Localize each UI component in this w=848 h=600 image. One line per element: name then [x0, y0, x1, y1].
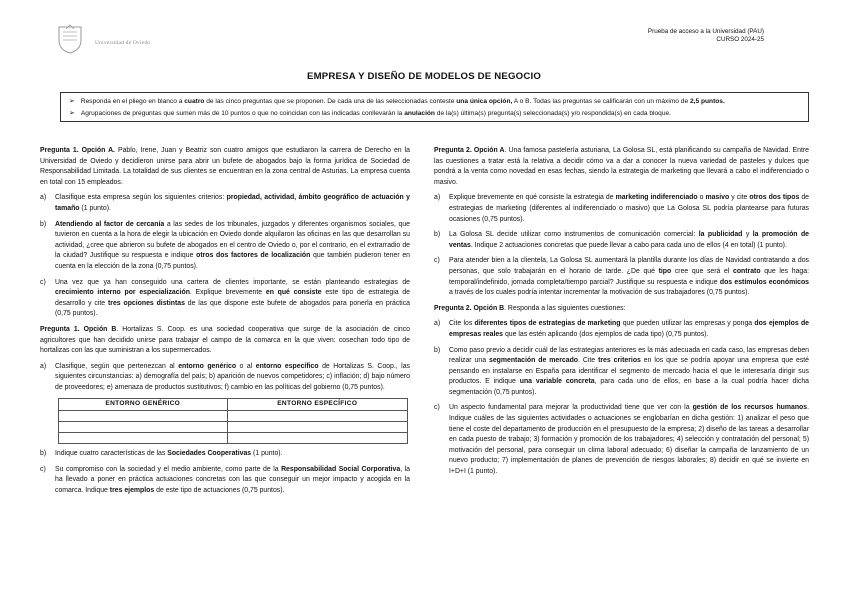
item-label: a) [434, 320, 441, 328]
text-bold: Atendiendo al factor de cercanía [55, 220, 165, 228]
question-1b-item-a [40, 362, 410, 394]
table-row [59, 411, 408, 422]
question-2b-item-b [434, 346, 809, 399]
text: y cite [729, 194, 750, 202]
text: de las que dispone este bufete de abogados para ponerla en práctica (0,75 puntos). [55, 299, 410, 318]
text-bold: segmentación de mercado [489, 357, 578, 365]
text: Como paso previo a decidir cuál de las estrategias anteriores es la más adecuada en cada caso, las empresas deben realizar una [449, 346, 809, 365]
text: , para cada uno de ellos, en base a la cual podría hacer dicha segmentación (0,75 puntos). [449, 378, 809, 396]
text-bold: propiedad, actividad, ámbito geográfico de actuación y tamaño [55, 194, 411, 212]
text-bold: 2,5 puntos. [689, 98, 725, 105]
text: de estrategias de marketing (diferentes al indiferenciado o masivo) que La Golosa SL podría plantearse para futuras ocasiones (0,75 puntos). [449, 194, 809, 223]
text-bold: contrato [733, 267, 761, 275]
text-bold: una única opción, [456, 98, 513, 105]
item-label: b) [40, 450, 47, 458]
question-heading: Pregunta 2. Opción B [434, 304, 505, 312]
text: . Indique 2 actuaciones concretas que puede llevar a cabo para cada uno de ellos (4 en total) (1 punto). [470, 241, 787, 249]
item-label: c) [434, 257, 440, 265]
table-header-row [59, 399, 408, 411]
table-cell [227, 433, 408, 444]
question-2b-intro [434, 304, 809, 315]
text: de este tipo de actuaciones (0,75 puntos). [154, 486, 285, 494]
text: este tipo de estrategia de desarrollo y cite [55, 289, 411, 307]
text-bold: una variable concreta [519, 378, 595, 386]
question-heading: Pregunta 1. Opción B [40, 325, 117, 333]
text: . Indique cuáles de las siguientes actividades o actuaciones se englobarían en dicha gestión: 1) analizar el peso que tiene el coste del departamento de producción en el presupuesto de la empresa; 2) diseño de las tareas a desarrollar en cada puesto de trabajo; 3) formación y promoción de los trabajadores; 4) selección y contratación del personal; 5) motivación del personal, para conseguir un clima laboral adecuado; 6) diseñar la campaña de lanzamiento de un nuevo producto; 7) implementación de planes de prevención de riesgos laborales; 8) decidir en qué se invierte en I+D+I (1 punto). [449, 404, 809, 476]
item-label: a) [40, 194, 47, 202]
text: . Explique brevemente [189, 289, 266, 297]
text-bold: cuatro [184, 98, 205, 105]
text-bold: Sociedades Cooperativas [167, 450, 252, 458]
university-logo [55, 24, 175, 56]
logo-text: Universidad de Oviedo [95, 40, 151, 46]
text: cree que será el [671, 267, 733, 275]
item-label: c) [40, 465, 46, 473]
environment-table [58, 398, 408, 444]
table-row [59, 422, 408, 433]
text: de la(s) última(s) pregunta(s) seleccionada(s) y/o respondida(s) en cada bloque. [434, 110, 671, 117]
text-bold: masivo [705, 194, 730, 202]
question-2a-item-b [434, 230, 809, 251]
text: Su compromiso con la sociedad y el medio ambiente, como parte de la [55, 465, 282, 473]
text: La Golosa SL decide utilizar como instrumentos de comunicación comercial: [449, 231, 699, 239]
question-heading: Pregunta 1. Opción A. [40, 147, 115, 154]
table-header-generic: ENTORNO GENÉRICO [59, 399, 228, 411]
left-column [40, 146, 410, 501]
text-bold: la publicidad [698, 231, 743, 239]
item-label: a) [40, 362, 47, 370]
text: . Una famosa pastelería asturiana, La Golosa SL, está planificando su campaña de Navidad. Entre las cuestiones a tratar está la relativa a decidir cómo va a dar a conocer la nueva variedad de pasteles y dulces que pondrá a la venta como novedad en esas fechas, siendo la estrategia de marketing que llevará a cabo el indiferenciado o masivo. [434, 147, 810, 186]
text: , la ha llevado a poner en práctica actuaciones concretas con las que conseguir un mejor impacto y acogida en la comarca. Indique [55, 465, 410, 494]
text: . Cite [578, 357, 599, 365]
question-2a-intro [434, 146, 809, 188]
text: . Hortalizas S. Coop. es una sociedad cooperativa que surge de la asociación de cinco agricultores que han decidido unirse para trabajar el campo de la comarca en la que viven: cosechan todo tipo de hortalizas con las que suministran a los supermercados. [40, 325, 410, 355]
text: Clasifique, según que pertenezcan al [55, 362, 179, 370]
text-bold: la promoción de ventas [449, 231, 809, 249]
item-label: c) [434, 404, 440, 412]
text-bold: tipo [658, 267, 672, 275]
text: Explique brevemente en qué consiste la estrategia de [449, 194, 616, 202]
table-row [59, 433, 408, 444]
text-bold: otros dos factores de localización [196, 252, 311, 260]
university-seal-icon [55, 24, 85, 54]
arrow-bullet-icon: ➢ [69, 98, 75, 105]
text: o al [236, 362, 256, 370]
text: . Responda a las siguientes cuestiones: [504, 304, 626, 312]
text-bold: tres opciones distintas [108, 299, 185, 307]
text: Clasifique esta empresa según los siguientes criterios: [55, 194, 227, 202]
text: (1 punto). [79, 204, 111, 212]
right-column [434, 146, 809, 483]
question-2a-item-c [434, 256, 809, 298]
text-bold: en qué consiste [265, 289, 322, 297]
text: (1 punto). [251, 450, 283, 458]
text-bold: entorno específico [255, 362, 319, 370]
text-bold: entorno genérico [178, 362, 237, 370]
text: Agrupaciones de preguntas que sumen más de 10 puntos o que no coincidan con las indicadas conllevarán la [80, 110, 405, 117]
text: A o B. Todas las preguntas se calificarán con un máximo de [512, 98, 690, 105]
text-bold: marketing indiferenciado [615, 194, 698, 202]
exam-header [648, 28, 764, 44]
text-bold: dos estímulos económicos [719, 278, 810, 286]
item-label: c) [40, 278, 46, 286]
question-1b-item-c [40, 465, 410, 497]
text: Responda en el pliego en blanco a [80, 98, 185, 105]
text: a las sedes de los tribunales, juzgados y diferentes organismos sociales, que tuvieron en cuenta a la hora de elegir la ubicación en Oviedo donde alquilaron las oficinas en las que desarrollan su actividad, ¿cree que abrieron su bufete de abogados en el centro de Oviedo o, por el contrario, en el extrarradio de la ciudad? Justifique su respuesta e indique [55, 220, 410, 260]
question-2b-item-c [434, 403, 809, 477]
table-cell [59, 433, 228, 444]
table-cell [227, 411, 408, 422]
text-bold: gestión de los recursos humanos [692, 404, 808, 412]
text: a través de los cuales podría intentar incrementar la motivación de sus trabajadores (0,75 puntos). [449, 289, 750, 297]
question-heading: Pregunta 2. Opción A [434, 147, 505, 154]
table-cell [59, 411, 228, 422]
text: o [697, 194, 706, 202]
question-1a-item-b [40, 220, 410, 273]
text-bold: tres criterios [598, 357, 641, 365]
text: y [742, 231, 753, 239]
text-bold: tres ejemplos [109, 486, 155, 494]
text-bold: dos ejemplos de empresas reales [449, 320, 809, 338]
table-cell [59, 422, 228, 433]
text: de las cinco preguntas que se proponen. De cada una de las seleccionadas conteste [204, 98, 457, 105]
text: de Hortalizas S. Coop., las siguientes circunstancias: a) demografía del país; b) aparición de nuevos competidores; c) inflación; d) bajo número de proveedores; e) amenaza de productos sustitutivos; f) cambio en las políticas del gobierno (0,75 puntos). [55, 362, 410, 391]
page-title: EMPRESA Y DISEÑO DE MODELOS DE NEGOCIO [307, 71, 541, 82]
item-label: a) [434, 194, 441, 202]
text: Una vez que ya han conseguido una cartera de clientes importante, se están planteando estrategias de [55, 278, 410, 286]
item-label: b) [434, 346, 441, 354]
text-bold: diferentes tipos de estrategias de marketing [474, 320, 621, 328]
text: Cite los [449, 320, 475, 328]
arrow-bullet-icon: ➢ [69, 110, 75, 117]
item-label: b) [40, 220, 47, 228]
text-bold: crecimiento interno por especialización [55, 289, 190, 297]
text: Para atender bien a la clientela, La Golosa SL aumentará la plantilla durante los días de Navidad contratando a dos personas, que solo trabajarán en el horario de tarde. ¿De qué [449, 257, 809, 275]
item-label: b) [434, 231, 441, 239]
text: que las estén aplicando (dos ejemplos de cada tipo) (0,75 puntos). [503, 330, 709, 338]
question-1a-item-a [40, 193, 410, 214]
instruction-line-1 [69, 96, 800, 108]
question-2a-item-a [434, 193, 809, 225]
text: Un aspecto fundamental para mejorar la productividad tiene que ver con la [449, 404, 693, 412]
question-1a-item-c [40, 278, 410, 320]
table-header-specific: ENTORNO ESPECÍFICO [227, 399, 408, 411]
instruction-line-2 [69, 108, 800, 120]
exam-name: Prueba de acceso a la Universidad (PAU) [647, 28, 764, 35]
question-1b-intro [40, 325, 410, 357]
text: que pueden utilizar las empresas y ponga [620, 320, 755, 328]
table-cell [227, 422, 408, 433]
text: que también pudieron tener en cuenta en la elección de la zona (0,75 puntos). [55, 252, 410, 270]
text-bold: otros dos tipos [749, 194, 800, 202]
text: Pablo, Irene, Juan y Beatriz son cuatro amigos que estudiaron la carrera de Derecho en la Universidad de Oviedo y decidieron unirse para abrir un bufete de abogados bajo la forma jurídica de Sociedad de Responsabilidad Limitada. La totalidad de sus clientes se encuentran en la zona central de Asturias. La empresa cuenta en total con 15 empleados. [40, 147, 410, 186]
question-1a-intro [40, 146, 410, 188]
text: que les haga: temporal/indefinido, jornada completa/tiempo parcial? Justifique su respuesta e indique [449, 267, 809, 286]
instructions-box [60, 92, 809, 122]
text: en los que se podría apoyar una empresa que esté pensando en instalarse en España para identificar el segmento de mercado hacia el que le interesaría dirigir sus productos. E indique [449, 357, 810, 386]
question-1b-item-b [40, 449, 410, 460]
course-year: CURSO 2024-25 [716, 36, 764, 43]
text-bold: Responsabilidad Social Corporativa [281, 465, 401, 473]
text-bold: anulación [404, 110, 435, 117]
text: Indique cuatro características de las [55, 450, 168, 458]
question-2b-item-a [434, 319, 809, 340]
